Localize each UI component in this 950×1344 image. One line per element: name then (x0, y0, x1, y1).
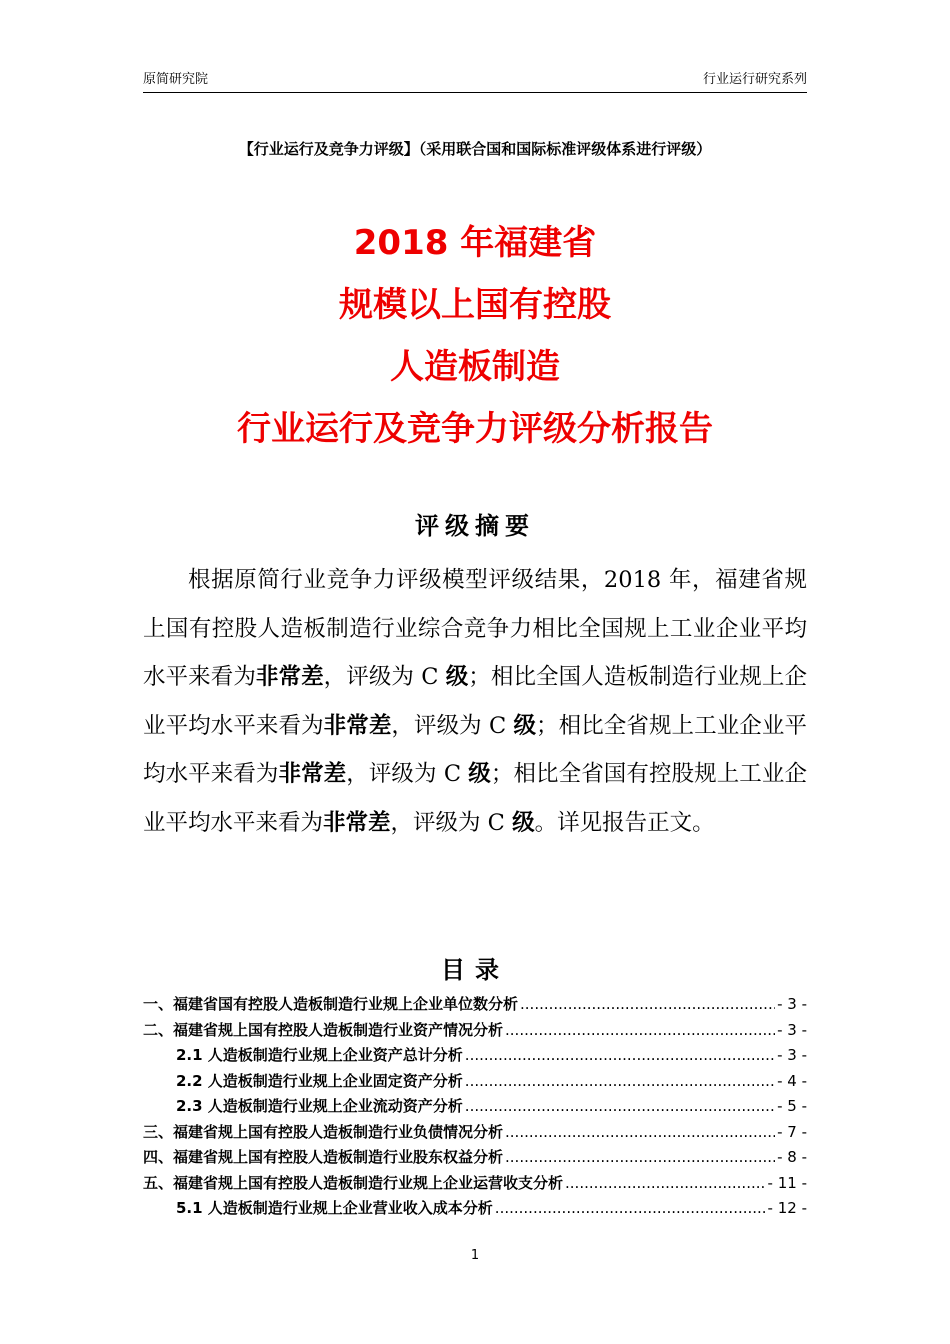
toc-item-label: 2.1 人造板制造行业规上企业资产总计分析 (176, 1046, 463, 1064)
abstract-paragraph (143, 556, 807, 847)
abstract-text: 。详见报告正文。 (534, 809, 715, 836)
header-right-text: 行业运行研究系列 (702, 72, 807, 87)
abstract-text: ，评级为 C (390, 809, 513, 836)
toc-item-page: - 8 - (777, 1148, 807, 1166)
abstract-text: ，评级为 C (346, 761, 469, 787)
toc-item-page: - 5 - (777, 1097, 807, 1115)
toc-item[interactable] (143, 1171, 807, 1197)
toc-leader-dots (505, 1018, 775, 1044)
abstract-text: ；相比全国人造板制造行业规上企业平均水平来看为 (143, 664, 807, 739)
abstract-text: ；相比全省国有控股规上工业企业平均水平来看为 (143, 761, 807, 836)
toc-leader-dots (465, 1069, 775, 1095)
toc-item-label: 五、福建省规上国有控股人造板制造行业规上企业运营收支分析 (143, 1173, 564, 1192)
toc-item-label: 四、福建省规上国有控股人造板制造行业股东权益分析 (143, 1148, 504, 1166)
table-of-contents (143, 992, 807, 1222)
toc-leader-dots (465, 1094, 775, 1120)
toc-item-label: 2.3 人造板制造行业规上企业流动资产分析 (176, 1097, 463, 1115)
page-header (143, 66, 807, 93)
toc-leader-dots (565, 1171, 766, 1197)
toc-item-label: 一、福建省国有控股人造板制造行业规上企业单位数分析 (143, 995, 519, 1013)
title-line-3: 人造板制造 (390, 347, 560, 387)
toc-leader-dots (520, 992, 775, 1018)
abstract-bold: 级 (513, 712, 537, 739)
page-number: 1 (470, 1248, 480, 1263)
toc-item-label: 二、福建省规上国有控股人造板制造行业资产情况分析 (143, 1020, 504, 1039)
abstract-bold: 非常差 (323, 809, 391, 836)
toc-item-label: 2.2 人造板制造行业规上企业固定资产分析 (176, 1071, 463, 1090)
toc-item-page: - 3 - (777, 1046, 807, 1064)
toc-item-label: 5.1 人造板制造行业规上企业营业收入成本分析 (176, 1199, 493, 1217)
title-line-2: 规模以上国有控股 (339, 285, 611, 325)
toc-item-page: - 12 - (767, 1199, 807, 1217)
toc-item-label: 三、福建省规上国有控股人造板制造行业负债情况分析 (143, 1122, 504, 1141)
toc-leader-dots (505, 1145, 775, 1171)
abstract-text: ，评级为 C (323, 664, 446, 690)
abstract-bold: 级 (468, 761, 491, 787)
toc-item[interactable] (143, 1043, 807, 1069)
toc-item[interactable] (143, 992, 807, 1018)
abstract-bold: 非常差 (278, 761, 347, 787)
abstract-text: ；相比全省规上工业企业平均水平来看为 (143, 712, 807, 787)
toc-item-page: - 4 - (777, 1071, 807, 1090)
report-title (100, 212, 850, 460)
abstract-text: 根据原简行业竞争力评级模型评级结果，2018 年，福建省规上国有控股人造板制造行业综合竞争力相比全国规上工业企业平均水平来看为 (143, 567, 807, 690)
toc-item[interactable] (143, 1069, 807, 1095)
toc-leader-dots (505, 1120, 775, 1146)
abstract-bold: 非常差 (323, 712, 392, 739)
report-subtitle: 【行业运行及竞争力评级】（采用联合国和国际标准评级体系进行评级） (238, 140, 712, 158)
abstract-text: ，评级为 C (391, 712, 514, 739)
toc-heading: 目录 (441, 956, 509, 984)
abstract-bold: 非常差 (255, 664, 324, 690)
header-left-text: 原简研究院 (143, 72, 209, 87)
toc-leader-dots (465, 1043, 775, 1069)
title-line-4: 行业运行及竞争力评级分析报告 (237, 409, 713, 449)
toc-item-page: - 3 - (777, 1020, 807, 1039)
toc-item[interactable] (143, 1196, 807, 1222)
toc-item-page: - 11 - (767, 1173, 807, 1192)
toc-item[interactable] (143, 1120, 807, 1146)
toc-leader-dots (495, 1196, 766, 1222)
abstract-bold: 级 (445, 664, 469, 690)
toc-item-page: - 7 - (777, 1122, 807, 1141)
abstract-heading: 评级摘要 (415, 512, 535, 540)
abstract-bold: 级 (512, 809, 535, 836)
toc-item[interactable] (143, 1145, 807, 1171)
toc-item[interactable] (143, 1018, 807, 1044)
title-line-1: 2018 年福建省 (353, 223, 597, 263)
toc-item-page: - 3 - (777, 995, 807, 1013)
toc-item[interactable] (143, 1094, 807, 1120)
